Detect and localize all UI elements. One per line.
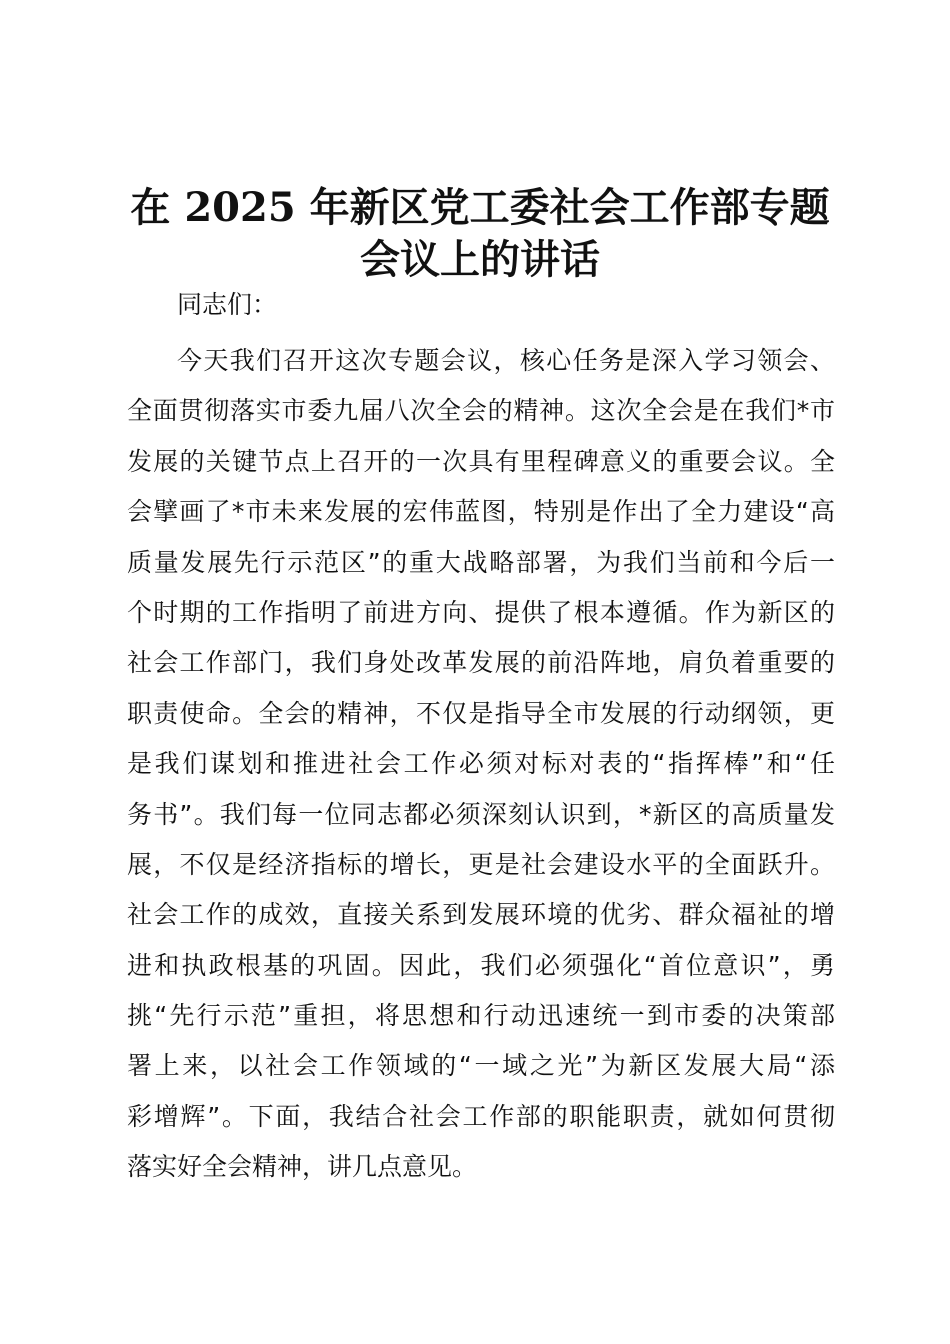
paragraph-line: 务书”。我们每一位同志都必须深刻认识到，*新区的高质量发 [127,799,835,829]
body-paragraph [127,336,835,1193]
paragraph-line: 全面贯彻落实市委九届八次全会的精神。这次全会是在我们*市 [127,396,835,426]
paragraph-line: 社会工作部门，我们身处改革发展的前沿阵地，肩负着重要的 [127,648,835,678]
paragraph-line: 发展的关键节点上召开的一次具有里程碑意义的重要会议。全 [127,446,835,476]
paragraph-line: 个时期的工作指明了前进方向、提供了根本遵循。作为新区的 [127,597,835,627]
paragraph-line: 会擘画了*市未来发展的宏伟蓝图，特别是作出了全力建设“高 [127,497,835,527]
paragraph-line: 展，不仅是经济指标的增长，更是社会建设水平的全面跃升。 [127,849,835,879]
paragraph-line: 进和执政根基的巩固。因此，我们必须强化“首位意识”，勇 [127,950,835,980]
paragraph-line: 挑“先行示范”重担，将思想和行动迅速统一到市委的决策部 [127,1001,835,1031]
salutation: 同志们： [177,290,278,319]
paragraph-line: 是我们谋划和推进社会工作必须对标对表的“指挥棒”和“任 [127,749,835,779]
paragraph-line: 质量发展先行示范区”的重大战略部署，为我们当前和今后一 [127,547,835,577]
title-line: 在 2025 年新区党工委社会工作部专题 [130,184,830,231]
paragraph-line: 彩增辉”。下面，我结合社会工作部的职能职责，就如何贯彻 [127,1101,835,1131]
title-line: 会议上的讲话 [360,236,600,283]
paragraph-line: 今天我们召开这次专题会议，核心任务是深入学习领会、 [177,346,835,375]
paragraph-line: 落实好全会精神，讲几点意见。 [127,1152,478,1182]
paragraph-line: 署上来，以社会工作领域的“一域之光”为新区发展大局“添 [127,1051,835,1081]
paragraph-line: 社会工作的成效，直接关系到发展环境的优劣、群众福祉的增 [127,900,835,930]
document-title [100,182,860,286]
paragraph-line: 职责使命。全会的精神，不仅是指导全市发展的行动纲领，更 [127,698,835,728]
